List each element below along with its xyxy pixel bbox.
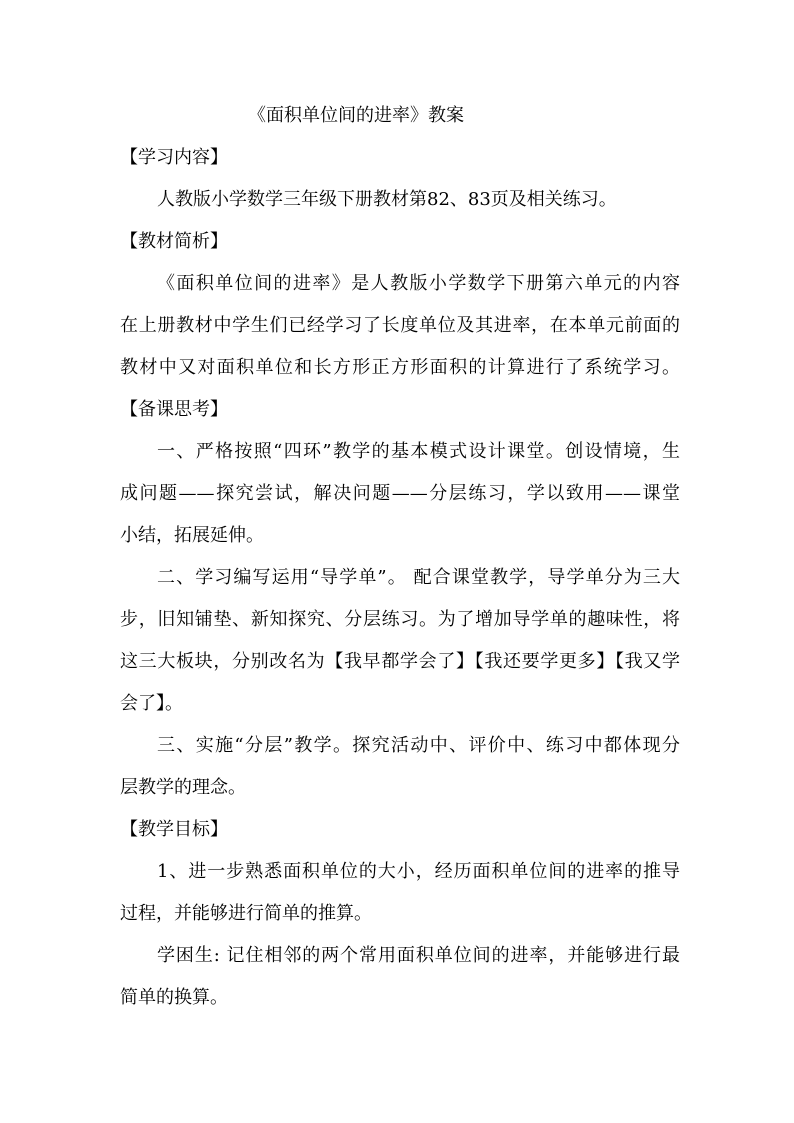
paragraph-line: 一、严格按照“四环”教学的基本模式设计课堂。创设情境，生 [157,441,680,462]
paragraph-line: 这三大板块，分别改名为【我早都学会了】【我还要学更多】【我又学 [120,651,680,672]
section-heading-teaching-objectives: 【教学目标】 [120,819,228,840]
paragraph-line: 层教学的理念。 [120,777,246,798]
paragraph-line: 过程，并能够进行简单的推算。 [120,903,372,924]
paragraph-line: 三、实施“分层”教学。探究活动中、评价中、练习中都体现分 [157,735,680,756]
section-heading-textbook-analysis: 【教材简析】 [120,231,228,252]
paragraph-line: 在上册教材中学生们已经学习了长度单位及其进率，在本单元前面的 [120,315,680,336]
section-heading-lesson-preparation: 【备课思考】 [120,399,228,420]
paragraph-line: 二、学习编写运用“导学单”。 配合课堂教学，导学单分为三大 [157,567,680,588]
section-heading-learning-content: 【学习内容】 [120,147,228,168]
paragraph-line: 人教版小学数学三年级下册教材第82、83页及相关练习。 [157,189,617,210]
paragraph-line: 会了】。 [120,693,183,714]
paragraph-line: 步，旧知铺垫、新知探究、分层练习。为了增加导学单的趣味性，将 [120,609,680,630]
paragraph-line: 成问题——探究尝试，解决问题——分层练习，学以致用——课堂 [120,483,680,504]
paragraph-line: 简单的换算。 [120,987,228,1008]
document-title: 《面积单位间的进率》教案 [248,105,464,126]
paragraph-line: 1、进一步熟悉面积单位的大小，经历面积单位间的进率的推导 [157,861,680,882]
paragraph-line: 小结，拓展延伸。 [120,525,264,546]
paragraph-line: 《面积单位间的进率》是人教版小学数学下册第六单元的内容 [157,273,680,294]
paragraph-line: 教材中又对面积单位和长方形正方形面积的计算进行了系统学习。 [120,357,680,378]
paragraph-line: 学困生: 记住相邻的两个常用面积单位间的进率，并能够进行最 [157,945,680,966]
